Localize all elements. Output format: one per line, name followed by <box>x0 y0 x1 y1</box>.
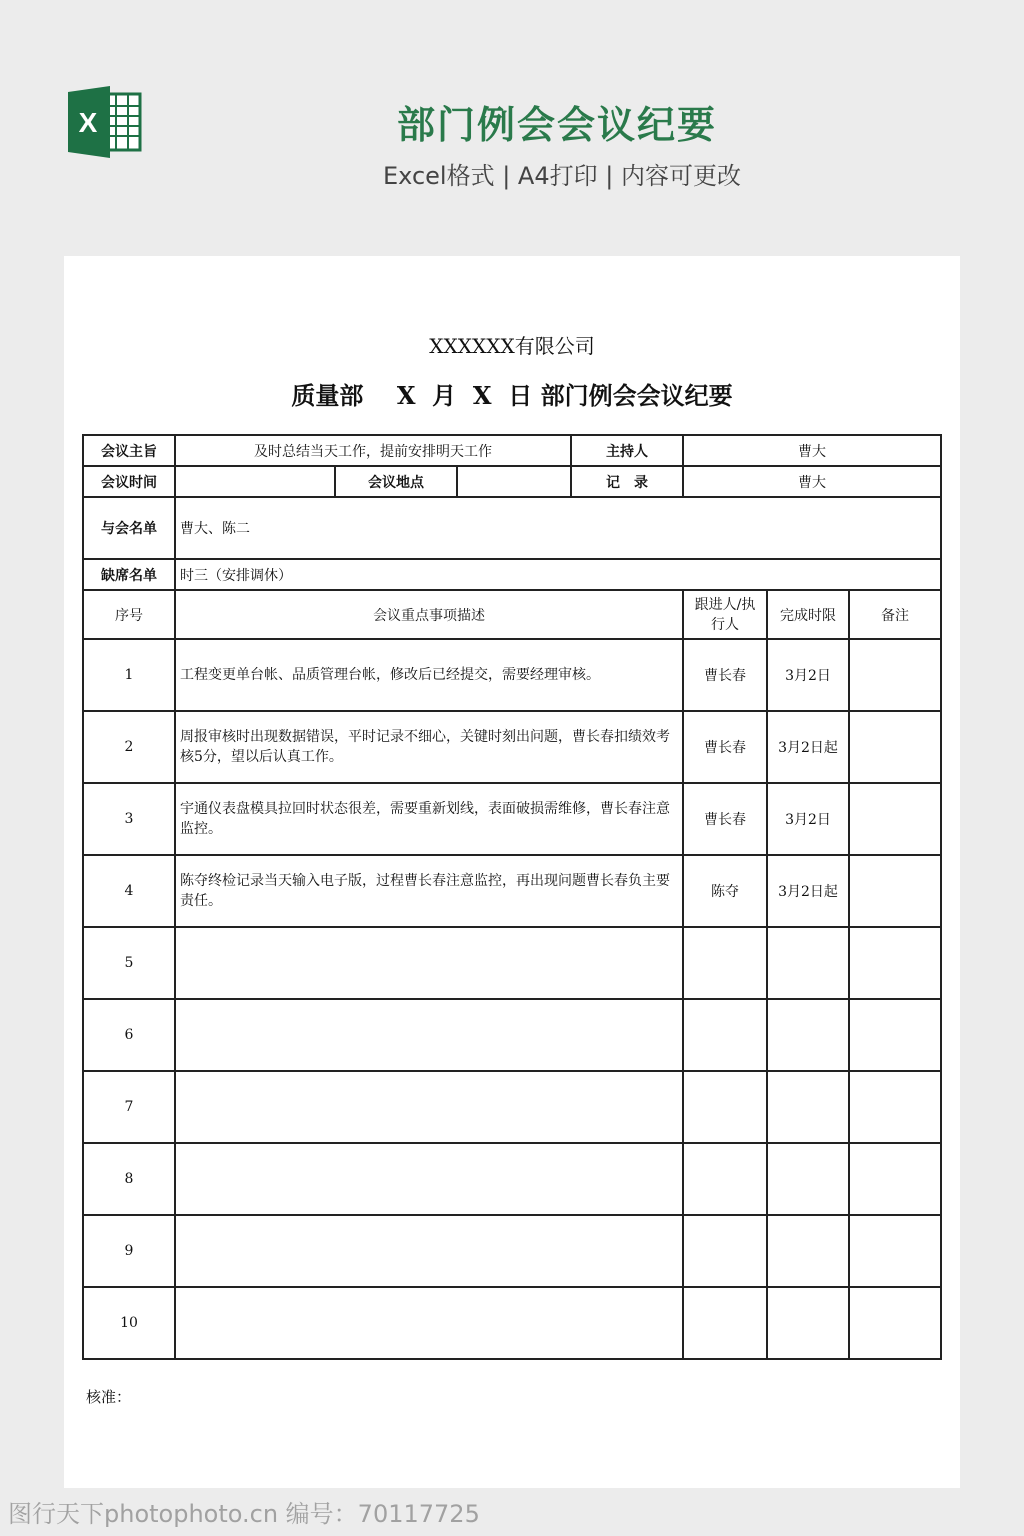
row-number: 1 <box>83 639 175 711</box>
host-value[interactable]: 曹大 <box>683 435 941 466</box>
row-number: 9 <box>83 1215 175 1287</box>
row-number: 8 <box>83 1143 175 1215</box>
row-deadline[interactable] <box>767 1071 849 1143</box>
row-note[interactable] <box>849 855 941 927</box>
row-number: 5 <box>83 927 175 999</box>
row-deadline[interactable]: 3月2日起 <box>767 711 849 783</box>
purpose-row <box>83 435 941 466</box>
row-note[interactable] <box>849 783 941 855</box>
time-label: 会议时间 <box>83 466 175 497</box>
table-row <box>83 1143 941 1215</box>
row-owner[interactable]: 曹长春 <box>683 639 767 711</box>
row-deadline[interactable]: 3月2日 <box>767 639 849 711</box>
table-row <box>83 1287 941 1359</box>
row-deadline[interactable] <box>767 999 849 1071</box>
row-note[interactable] <box>849 711 941 783</box>
table-row <box>83 639 941 711</box>
column-header-row <box>83 590 941 639</box>
purpose-value[interactable]: 及时总结当天工作，提前安排明天工作 <box>175 435 571 466</box>
row-description[interactable] <box>175 1215 683 1287</box>
column-header-no: 序号 <box>83 590 175 639</box>
absent-value[interactable]: 时三（安排调休） <box>175 559 941 590</box>
time-row <box>83 466 941 497</box>
banner <box>0 0 1024 256</box>
table-row <box>83 855 941 927</box>
row-note[interactable] <box>849 1071 941 1143</box>
watermark: 图行天下photophoto.cn 编号：70117725 <box>8 1500 480 1528</box>
row-deadline[interactable]: 3月2日 <box>767 783 849 855</box>
table-row <box>83 783 941 855</box>
time-value[interactable] <box>175 466 335 497</box>
row-owner[interactable] <box>683 1287 767 1359</box>
absent-label: 缺席名单 <box>83 559 175 590</box>
row-number: 6 <box>83 999 175 1071</box>
column-header-desc: 会议重点事项描述 <box>175 590 683 639</box>
table-row <box>83 1215 941 1287</box>
table-row <box>83 999 941 1071</box>
row-number: 2 <box>83 711 175 783</box>
row-owner[interactable] <box>683 927 767 999</box>
column-header-note: 备注 <box>849 590 941 639</box>
row-note[interactable] <box>849 927 941 999</box>
row-deadline[interactable]: 3月2日起 <box>767 855 849 927</box>
excel-logo-letter: X <box>78 107 98 138</box>
row-note[interactable] <box>849 639 941 711</box>
company-name: XXXXXX有限公司 <box>429 334 595 358</box>
host-label: 主持人 <box>571 435 683 466</box>
purpose-label: 会议主旨 <box>83 435 175 466</box>
row-deadline[interactable] <box>767 1215 849 1287</box>
row-note[interactable] <box>849 1143 941 1215</box>
row-description[interactable] <box>175 927 683 999</box>
banner-subtitle: Excel格式 | A4打印 | 内容可更改 <box>383 162 741 190</box>
column-header-deadline: 完成时限 <box>767 590 849 639</box>
row-number: 7 <box>83 1071 175 1143</box>
row-owner[interactable]: 陈夺 <box>683 855 767 927</box>
document-title: 质量部 X 月 X 日 部门例会会议纪要 <box>291 381 733 410</box>
row-number: 10 <box>83 1287 175 1359</box>
row-deadline[interactable] <box>767 1287 849 1359</box>
row-owner[interactable] <box>683 1071 767 1143</box>
row-description[interactable]: 工程变更单台帐、品质管理台帐，修改后已经提交，需要经理审核。 <box>175 639 683 711</box>
banner-title: 部门例会会议纪要 <box>396 103 717 147</box>
item-rows <box>83 639 941 1359</box>
recorder-label: 记 录 <box>571 466 683 497</box>
table-row <box>83 711 941 783</box>
row-owner[interactable] <box>683 1143 767 1215</box>
row-deadline[interactable] <box>767 1143 849 1215</box>
row-owner[interactable] <box>683 1215 767 1287</box>
row-owner[interactable]: 曹长春 <box>683 711 767 783</box>
minutes-table <box>82 434 942 1360</box>
row-owner[interactable] <box>683 999 767 1071</box>
row-description[interactable]: 陈夺终检记录当天输入电子版，过程曹长春注意监控，再出现问题曹长春负主要责任。 <box>175 855 683 927</box>
row-description[interactable] <box>175 1071 683 1143</box>
row-number: 4 <box>83 855 175 927</box>
row-note[interactable] <box>849 999 941 1071</box>
attendees-row <box>83 497 941 559</box>
row-description[interactable] <box>175 999 683 1071</box>
row-description[interactable] <box>175 1143 683 1215</box>
table-row <box>83 1071 941 1143</box>
row-number: 3 <box>83 783 175 855</box>
approve-label: 核准： <box>86 1388 132 1406</box>
row-description[interactable]: 宇通仪表盘模具拉回时状态很差，需要重新划线，表面破损需维修，曹长春注意监控。 <box>175 783 683 855</box>
row-description[interactable]: 周报审核时出现数据错误，平时记录不细心，关键时刻出问题，曹长春扣绩效考核5分，望以后认真工作。 <box>175 711 683 783</box>
table-row <box>83 927 941 999</box>
column-header-owner: 跟进人/执行人 <box>683 590 767 639</box>
row-description[interactable] <box>175 1287 683 1359</box>
recorder-value[interactable]: 曹大 <box>683 466 941 497</box>
attendees-label: 与会名单 <box>83 497 175 559</box>
location-value[interactable] <box>457 466 571 497</box>
location-label: 会议地点 <box>335 466 457 497</box>
row-note[interactable] <box>849 1287 941 1359</box>
attendees-value[interactable]: 曹大、陈二 <box>175 497 941 559</box>
document-page <box>64 256 960 1488</box>
row-note[interactable] <box>849 1215 941 1287</box>
row-deadline[interactable] <box>767 927 849 999</box>
absent-row <box>83 559 941 590</box>
row-owner[interactable]: 曹长春 <box>683 783 767 855</box>
